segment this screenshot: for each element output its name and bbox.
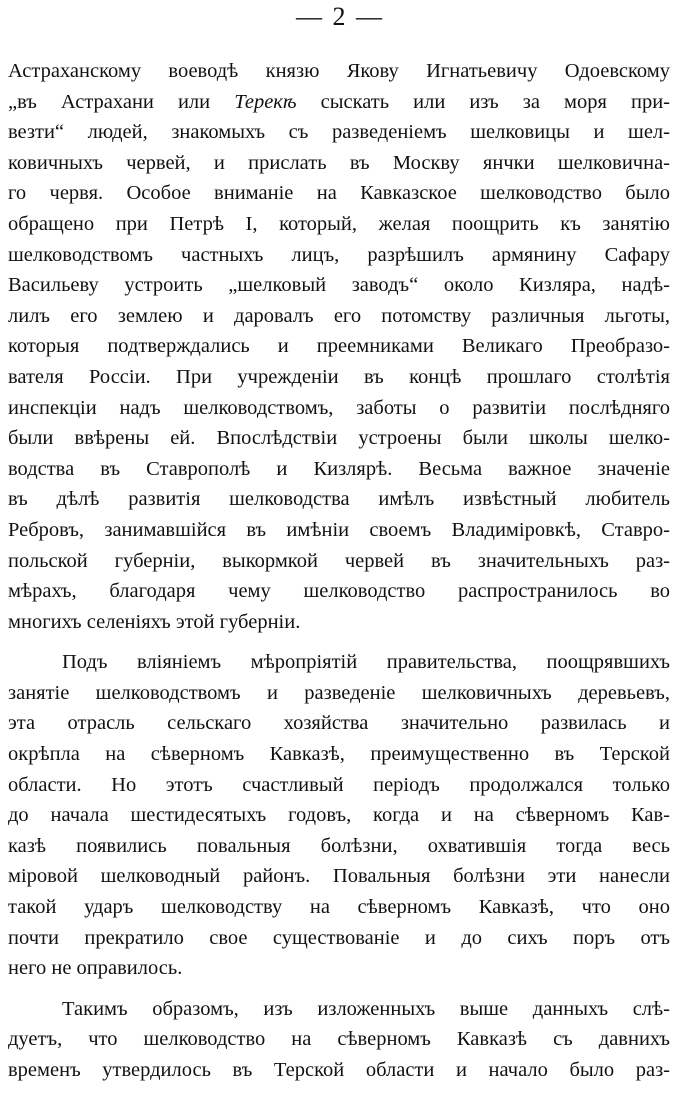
text-line: водства въ Ставрополѣ и Кизлярѣ. Весьма важное значеніе bbox=[8, 457, 670, 480]
text-line: Подъ вліяніемъ мѣропріятій правительства, поощрявшихъ bbox=[62, 651, 670, 674]
text-line: вателя Россіи. При учрежденіи въ концѣ прошлаго столѣтія bbox=[8, 365, 670, 388]
text-line: го червя. Особое вниманіе на Кавказское шелководство было bbox=[8, 182, 670, 205]
text-line bbox=[8, 87, 670, 118]
text-segment: „въ Астрахани или bbox=[8, 90, 235, 113]
text-line: мѣрахъ, благодаря чему шелководство распространилось во bbox=[8, 580, 670, 603]
paragraph-3 bbox=[8, 994, 670, 1086]
text-line: временъ утвердилось въ Терской области и начало было раз- bbox=[8, 1059, 670, 1081]
paragraph-2 bbox=[8, 647, 670, 984]
text-line: казѣ появились повальныя болѣзни, охватившія тогда весь bbox=[8, 834, 670, 857]
text-line: многихъ селеніяхъ этой губерніи. bbox=[8, 610, 301, 633]
paragraph-1 bbox=[8, 56, 670, 637]
text-line: Такимъ образомъ, изъ изложенныхъ выше данныхъ слѣ- bbox=[62, 997, 670, 1020]
text-line: Васильеву устроить „шелковый заводъ“ около Кизляра, надѣ- bbox=[8, 274, 670, 297]
text-line: такой ударъ шелководству на сѣверномъ Кавказѣ, что оно bbox=[8, 896, 670, 919]
text-line: дуетъ, что шелководство на сѣверномъ Кавказѣ съ давнихъ bbox=[8, 1028, 670, 1051]
text-line: Ребровъ, занимавшійся въ имѣніи своемъ Владиміровкѣ, Ставро- bbox=[8, 518, 670, 541]
text-line: окрѣпла на сѣверномъ Кавказѣ, преимущественно въ Терской bbox=[8, 743, 670, 766]
text-line: почти прекратило свое существованіе и до сихъ поръ отъ bbox=[8, 926, 670, 949]
text-segment: сыскать или изъ за моря при- bbox=[296, 90, 670, 113]
text-line: міровой шелководный районъ. Повальныя болѣзни эти нанесли bbox=[8, 865, 670, 888]
text-line: везти“ людей, знакомыхъ съ разведеніемъ шелковицы и шел- bbox=[8, 121, 670, 144]
text-line: занятіе шелководствомъ и разведеніе шелковичныхъ деревьевъ, bbox=[8, 681, 670, 704]
body-text bbox=[8, 56, 670, 1086]
paragraph-gap bbox=[8, 984, 670, 994]
text-line: эта отрасль сельскаго хозяйства значительно развилась и bbox=[8, 712, 670, 735]
italic-word: Терекѣ bbox=[234, 90, 297, 113]
page-number: — 2 — bbox=[296, 2, 384, 31]
paragraph-gap bbox=[8, 637, 670, 647]
text-line: которыя подтверждались и преемниками Великаго Преобразо- bbox=[8, 335, 670, 358]
text-line: шелководствомъ частныхъ лицъ, разрѣшилъ армянину Сафару bbox=[8, 243, 670, 266]
text-line: Астраханскому воеводѣ князю Якову Игнатьевичу Одоевскому bbox=[8, 60, 670, 82]
text-line: инспекціи надъ шелководствомъ, заботы о развитіи послѣдняго bbox=[8, 396, 670, 419]
text-line: обращено при Петрѣ I, который, желая поощрить къ занятію bbox=[8, 212, 670, 235]
text-line: польской губерніи, выкормкой червей въ значительныхъ раз- bbox=[8, 549, 670, 572]
text-line: него не оправилось. bbox=[8, 957, 183, 980]
text-line: до начала шестидесятыхъ годовъ, когда и на сѣверномъ Кав- bbox=[8, 804, 670, 827]
text-line: ковичныхъ червей, и прислать въ Москву янчки шелковична- bbox=[8, 151, 670, 174]
text-line: были ввѣрены ей. Впослѣдствіи устроены были школы шелко- bbox=[8, 427, 670, 450]
text-line: въ дѣлѣ развитія шелководства имѣлъ извѣстный любитель bbox=[8, 488, 670, 511]
text-line: лилъ его землею и даровалъ его потомству различныя льготы, bbox=[8, 304, 670, 327]
text-line: области. Но этотъ счастливый періодъ продолжался только bbox=[8, 773, 670, 796]
